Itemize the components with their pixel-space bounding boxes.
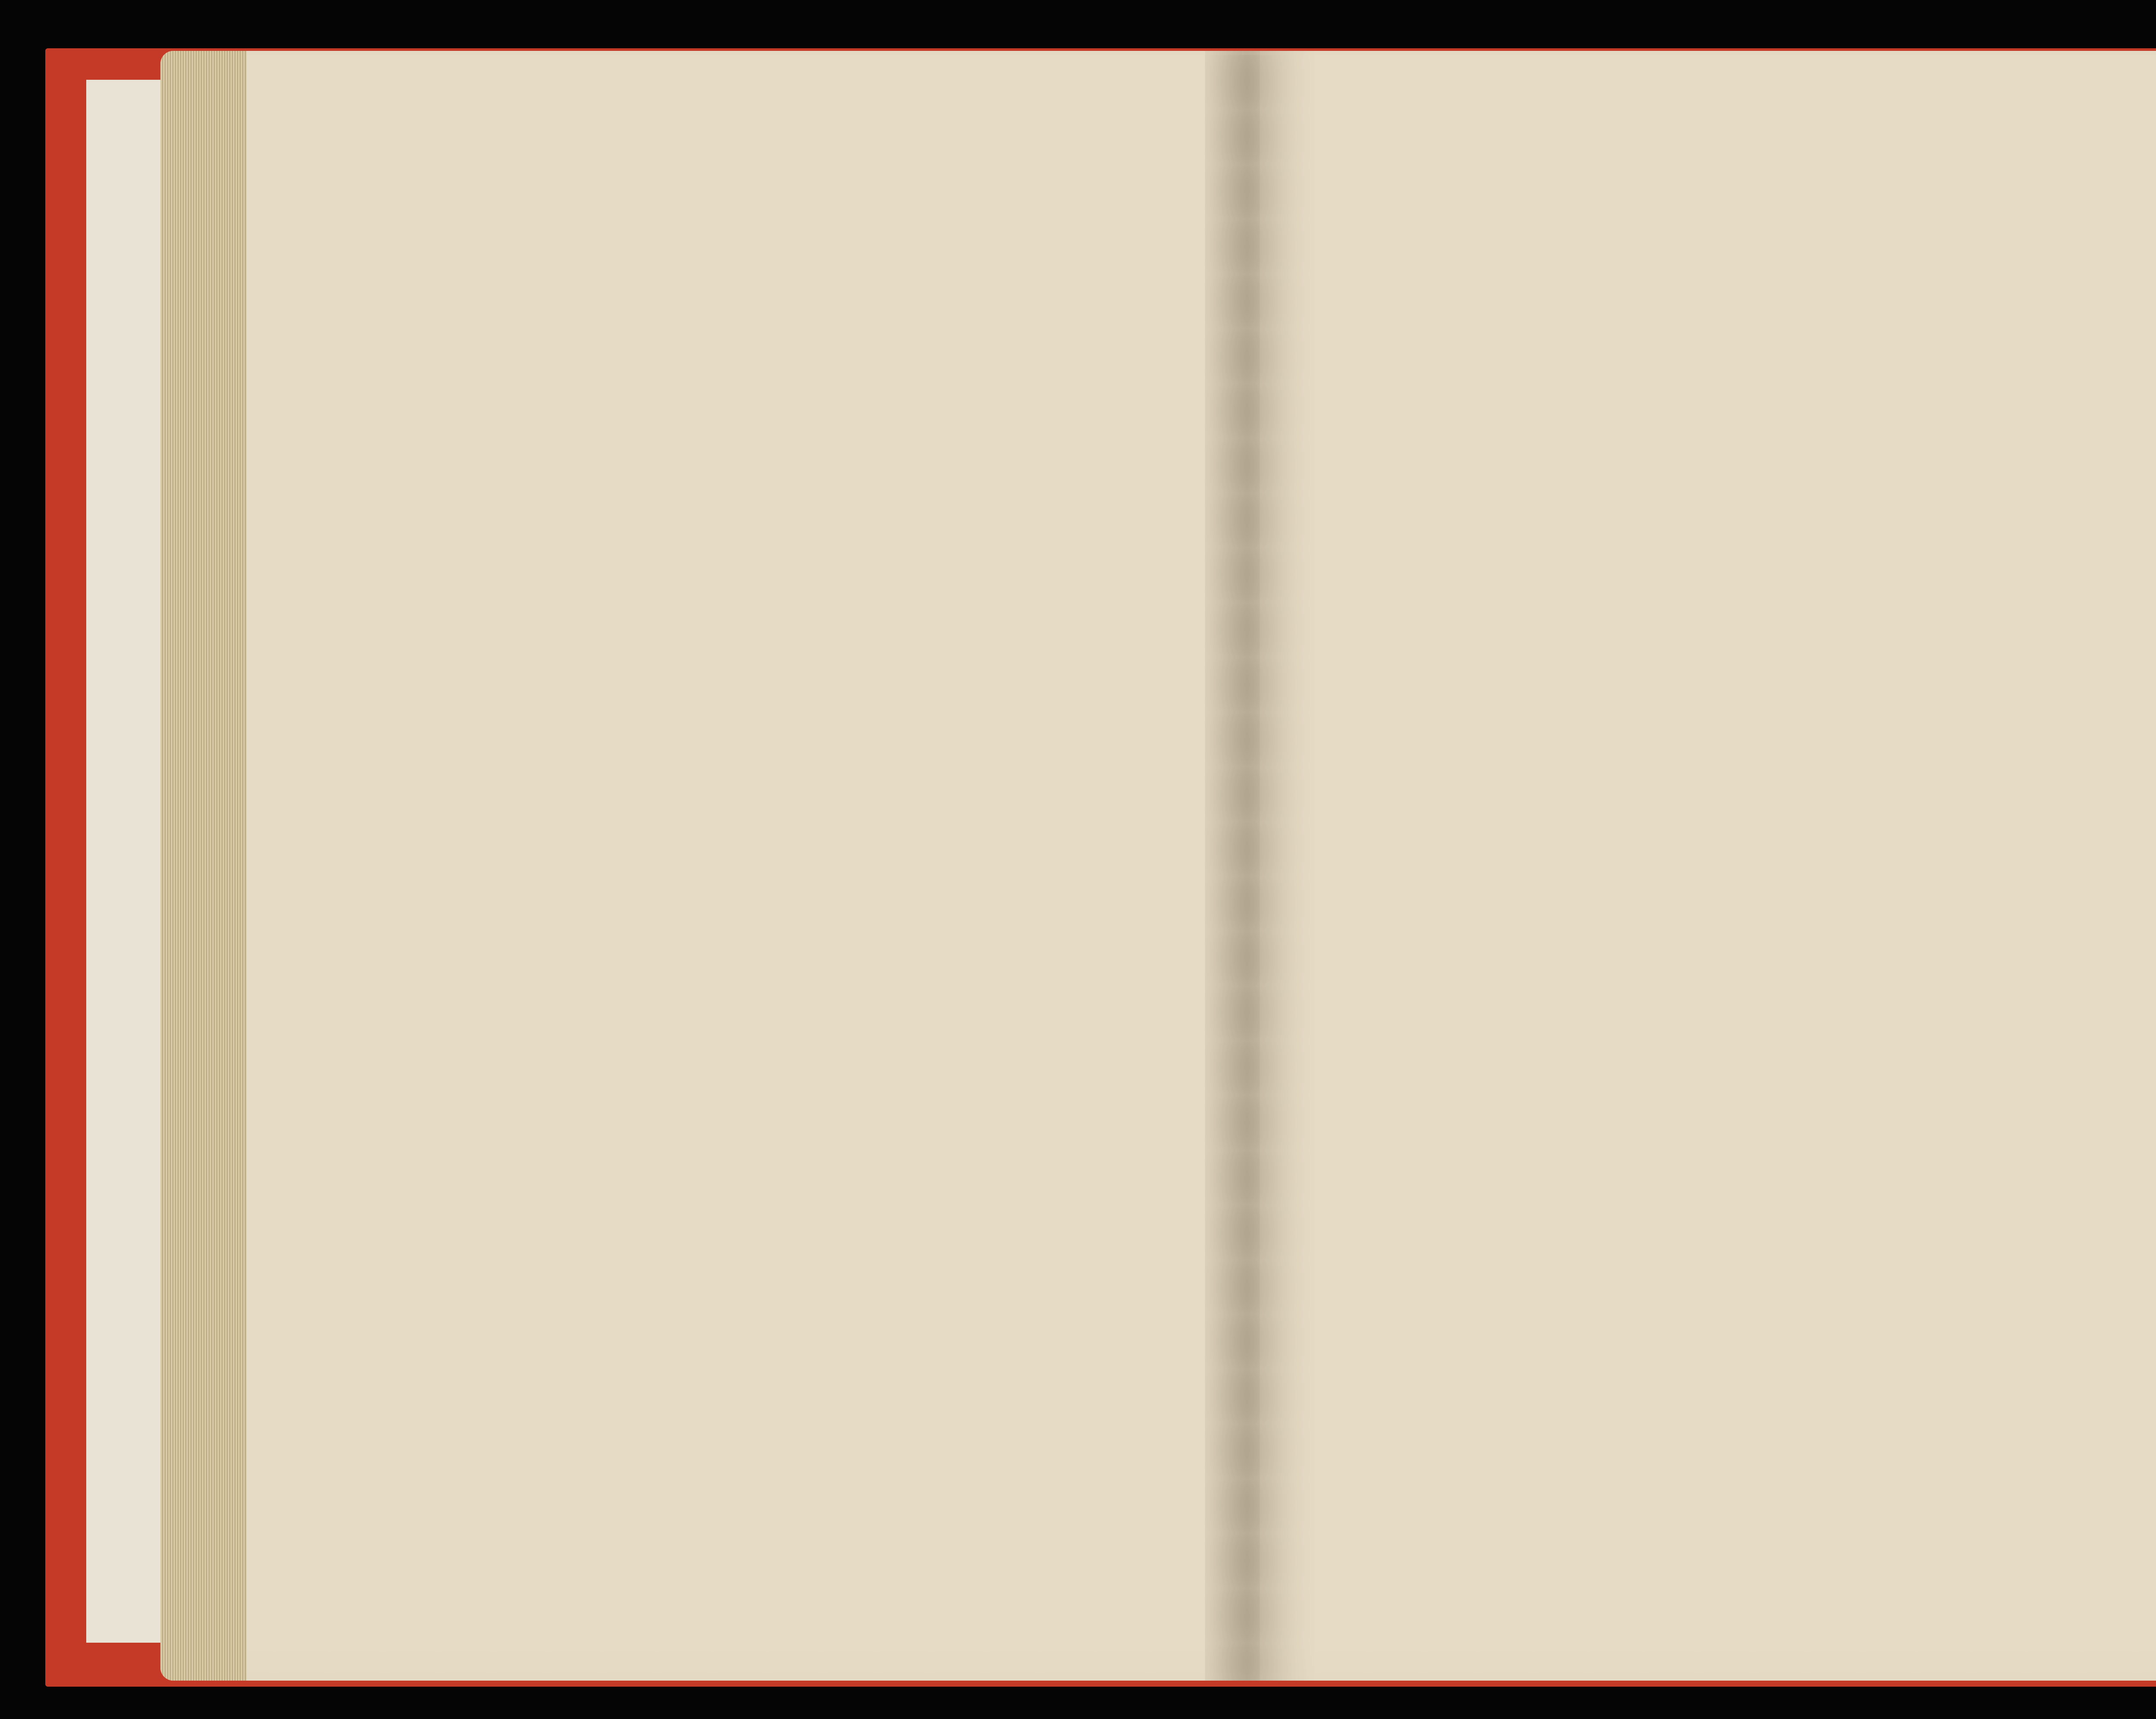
left-page-edges — [160, 51, 247, 1681]
right-page — [1247, 51, 2156, 1681]
left-page — [160, 51, 1247, 1681]
